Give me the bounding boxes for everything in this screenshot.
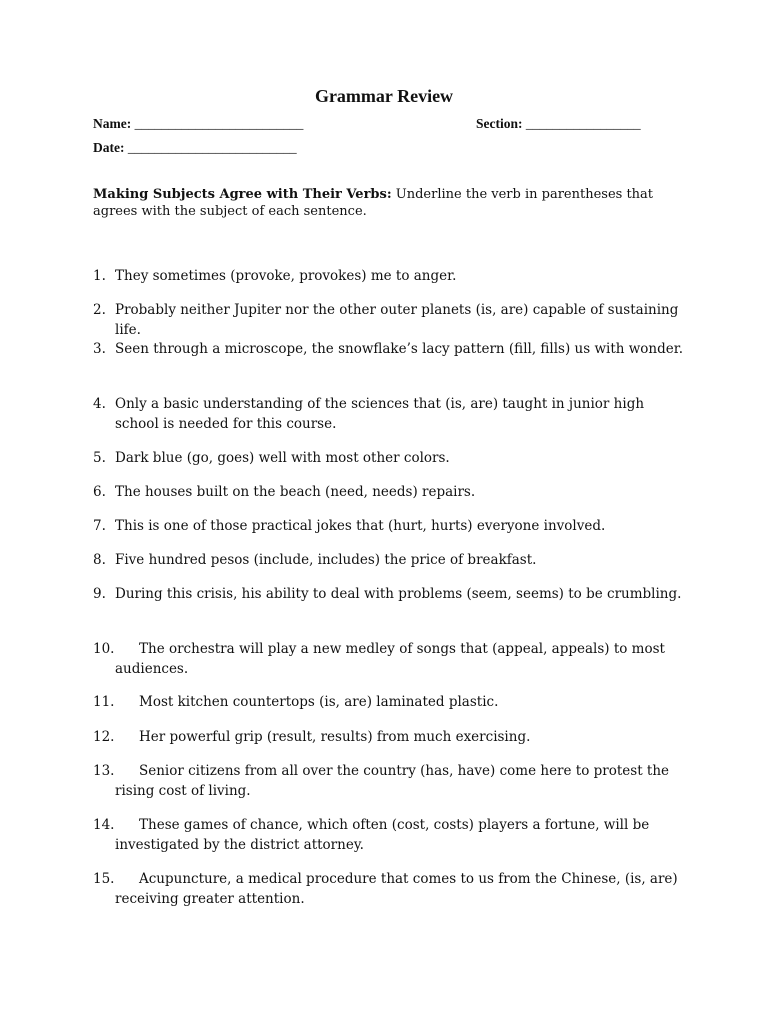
- item-number: 6.: [93, 484, 106, 500]
- list-item: [93, 639, 685, 679]
- list-item: [93, 727, 685, 747]
- item-text: Most kitchen countertops (is, are) laminated plastic.: [139, 694, 499, 710]
- item-number: 2.: [93, 302, 106, 318]
- item-text: They sometimes (provoke, provokes) me to anger.: [115, 268, 457, 284]
- item-number: 15.: [93, 871, 115, 887]
- item-number: 8.: [93, 552, 106, 568]
- item-number: 9.: [93, 586, 106, 602]
- item-number: 7.: [93, 518, 106, 534]
- list-item: [93, 482, 685, 502]
- item-text: Dark blue (go, goes) well with most other colors.: [115, 450, 450, 466]
- item-text: The houses built on the beach (need, needs) repairs.: [115, 484, 476, 500]
- item-text: Her powerful grip (result, results) from much exercising.: [139, 729, 531, 745]
- section-field: [476, 116, 641, 132]
- list-item: [93, 692, 685, 712]
- date-blank-line: _________________________: [127, 140, 297, 155]
- list-item: [93, 516, 685, 536]
- instructions-text: Underline the verb in parentheses that agrees with the subject of each sentence.: [93, 187, 654, 219]
- item-number: 12.: [93, 729, 115, 745]
- item-text: Five hundred pesos (include, includes) the price of breakfast.: [115, 552, 537, 568]
- list-item: [93, 448, 685, 468]
- list-item: [93, 300, 685, 340]
- page-title: Grammar Review: [314, 86, 454, 106]
- item-number: 11.: [93, 694, 115, 710]
- item-number: 10.: [93, 641, 115, 657]
- item-number: 14.: [93, 817, 115, 833]
- item-number: 4.: [93, 396, 106, 412]
- list-item: [93, 339, 685, 359]
- name-blank-line: _________________________: [134, 116, 304, 131]
- instructions: [93, 186, 678, 220]
- list-item: [93, 394, 685, 434]
- item-number: 1.: [93, 268, 106, 284]
- section-label: Section:: [476, 116, 523, 131]
- date-label: Date:: [93, 140, 125, 155]
- item-text: These games of chance, which often (cost, costs) players a fortune, will be investigated by the district attorney.: [115, 817, 650, 853]
- instructions-lead: Making Subjects Agree with Their Verbs:: [93, 187, 392, 202]
- list-item: [93, 266, 685, 286]
- section-blank-line: _________________: [525, 116, 641, 131]
- item-text: Seen through a microscope, the snowflake’s lacy pattern (fill, fills) us with wonder.: [115, 341, 684, 357]
- item-text: The orchestra will play a new medley of songs that (appeal, appeals) to most audiences.: [115, 641, 665, 677]
- item-text: Senior citizens from all over the country (has, have) come here to protest the rising cost of living.: [115, 763, 670, 799]
- item-text: Acupuncture, a medical procedure that comes to us from the Chinese, (is, are) receiving greater attention.: [115, 871, 678, 907]
- item-number: 3.: [93, 341, 106, 357]
- date-field: [93, 140, 297, 156]
- item-text: During this crisis, his ability to deal with problems (seem, seems) to be crumbling.: [115, 586, 682, 602]
- name-field: [93, 116, 303, 132]
- list-item: [93, 869, 685, 909]
- list-item: [93, 550, 685, 570]
- item-number: 13.: [93, 763, 115, 779]
- list-item: [93, 584, 685, 604]
- item-text: This is one of those practical jokes that (hurt, hurts) everyone involved.: [115, 518, 606, 534]
- list-item: [93, 761, 685, 801]
- name-label: Name:: [93, 116, 132, 131]
- item-text: Probably neither Jupiter nor the other outer planets (is, are) capable of sustaining life.: [115, 302, 679, 338]
- list-item: [93, 815, 685, 855]
- item-text: Only a basic understanding of the sciences that (is, are) taught in junior high school is needed for this course.: [115, 396, 645, 432]
- item-number: 5.: [93, 450, 106, 466]
